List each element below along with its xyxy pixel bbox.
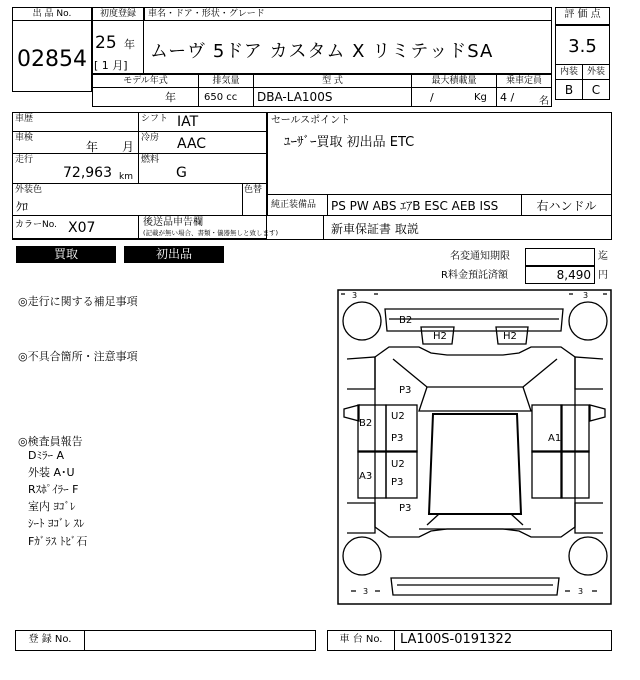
badge-first-listing: 初出品 [124,246,224,263]
equipment-value: PS PW ABS ｴｱB ESC AEB ISS [331,199,499,213]
inspector-line: ｼｰﾄ ﾖｺﾞﾚ ｽﾚ [28,517,85,530]
running-notes-title: ◎走行に関する補足事項 [18,295,138,308]
odometer-notice-label: 名変通知期限 [450,251,510,262]
shift-label: シフト [141,114,169,124]
chassis-label: 車 台 No. [339,634,383,645]
damage-mark: U2 [391,411,405,422]
fuel-value: G [176,165,187,181]
inspector-line: Fｶﾞﾗｽ ﾄﾋﾞ石 [28,535,88,548]
warranty-value: 新車保証書 取説 [331,222,419,236]
ext-color-value: ｸﾛ [16,200,29,214]
damage-mark: H2 [503,331,517,342]
capacity-value: 4 / [500,91,515,104]
car-damage-diagram [337,289,612,605]
damage-mark: P3 [399,385,412,396]
type-value: DBA-LA100S [257,90,333,104]
damage-mark: U2 [391,459,405,470]
damage-mark: B2 [359,418,373,429]
interior-grade: B [555,79,583,100]
max-load-value: / [430,91,434,104]
damage-mark: P3 [391,477,404,488]
reg-month: [ 1 月] [94,59,128,72]
lot-label: 出 品 No. [12,7,92,21]
fuel-label: 燃料 [141,155,160,165]
capacity-unit: 名 [539,96,549,107]
recycle-unit: 円 [598,270,608,281]
handle-value: 右ハンドル [536,199,597,213]
inspector-line: 室内 ﾖｺﾞﾚ [28,500,76,513]
tread-label: 3 [578,587,584,596]
inspector-line: 外装 A･U [28,466,75,479]
score-label: 評 価 点 [564,9,601,20]
inspector-line: Dﾐﾗｰ A [28,449,64,462]
ext-color-cell [12,183,243,216]
recolor-label: 色替 [244,185,263,195]
lot-number: 02854 [17,47,87,72]
ac-value: AAC [177,136,207,152]
badge-kaitori: 買取 [16,246,116,263]
inspection-month: 月 [122,140,135,154]
inspection-label: 車検 [15,133,34,143]
car-name-label: 車名・ドア・形状・グレード [144,7,552,21]
equipment-label: 純正装備品 [271,200,317,210]
mileage-value: 72,963 [63,165,112,181]
ac-label: 冷房 [141,133,160,143]
capacity-label: 乗車定員 [496,74,552,88]
damage-mark: A3 [359,471,373,482]
mileage-unit: km [119,172,133,182]
history-label: 車歴 [15,114,34,124]
color-no-value: X07 [68,220,96,236]
odometer-notice-cell [525,248,595,266]
recycle-value: 8,490 [556,268,591,282]
inspection-year: 年 [86,140,99,154]
inspector-line: Rｽﾎﾟｲﾗｰ F [28,483,79,496]
tread-label: 3 [352,291,358,300]
chassis-number: LA100S-0191322 [400,632,513,647]
model-year-label: モデル年式 [92,74,199,88]
exterior-label: 外装 [582,64,610,80]
reg-year-unit: 年 [124,38,135,51]
tread-label: 3 [583,291,589,300]
displacement-label: 排気量 [198,74,254,88]
damage-mark: A1 [548,433,562,444]
model-year-cell [92,87,199,107]
max-load-label: 最大積載量 [411,74,497,88]
damage-mark: P3 [399,503,412,514]
car-name: ムーヴ 5ドア カスタム X リミテッドSA [150,41,494,62]
score-value: 3.5 [568,36,597,57]
sales-point-label: セールスポイント [271,115,351,126]
max-load-unit: Kg [474,92,487,103]
mileage-label: 走行 [15,155,34,165]
post-docs-note: (記載が無い場合、書類・儀器無しと致します) [143,229,279,237]
post-docs-label: 後送品申告欄 [143,217,203,228]
score-divider [555,24,610,26]
reg-year: 25 [95,33,117,53]
damage-mark: P3 [391,433,404,444]
damage-mark: H2 [433,331,447,342]
displacement-value: 650 cc [204,92,238,103]
recycle-label: R料金預託済額 [441,270,508,281]
type-label: 型 式 [253,74,412,88]
model-year-unit: 年 [165,91,176,104]
damage-mark: B2 [399,315,413,326]
inspector-report-title: ◎検査員報告 [18,435,83,448]
interior-label: 内装 [555,64,583,80]
odometer-notice-unit: 迄 [598,251,608,262]
ext-color-label: 外装色 [15,185,43,195]
exterior-grade: C [582,79,610,100]
shift-value: IAT [177,114,199,130]
registration-cell [84,630,316,651]
color-no-label: カラーNo. [15,220,57,230]
reg-year-label: 初度登録 [92,7,144,21]
tread-label: 3 [363,587,369,596]
sales-point-text: ﾕｰｻﾞｰ買取 初出品 ETC [284,135,415,150]
defect-notes-title: ◎不具合箇所・注意事項 [18,350,138,363]
registration-label: 登 録 No. [28,634,72,645]
